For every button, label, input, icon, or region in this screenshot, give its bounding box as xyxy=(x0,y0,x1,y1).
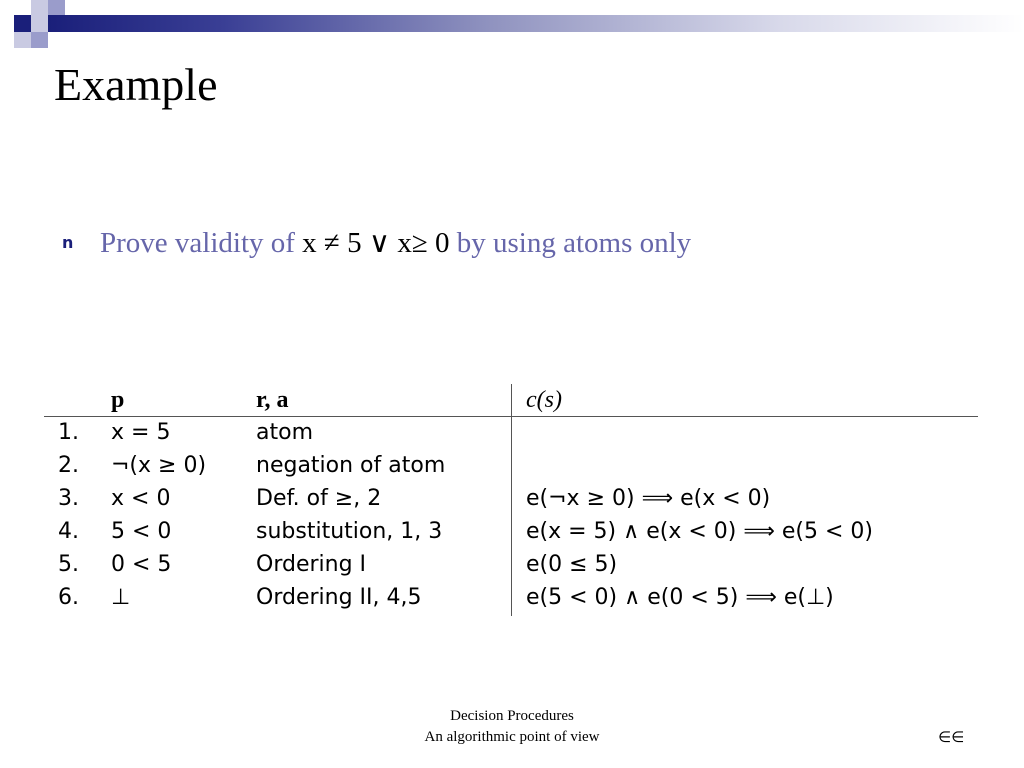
row-number: 4. xyxy=(58,519,79,544)
row-formula: 5 < 0 xyxy=(111,519,172,544)
header-square-light xyxy=(31,15,48,32)
row-number: 2. xyxy=(58,453,79,478)
footer-title: Decision Procedures xyxy=(450,708,574,724)
row-number: 5. xyxy=(58,552,79,577)
table-column-rule xyxy=(511,384,512,616)
bullet-prefix: Prove validity of xyxy=(100,226,303,259)
header-r-a: r, a xyxy=(256,387,289,413)
row-rule: Def. of ≥, 2 xyxy=(256,486,382,511)
header-square-dark xyxy=(14,15,31,32)
header-decoration xyxy=(0,0,1024,48)
proof-table xyxy=(44,380,978,620)
row-rule: atom xyxy=(256,420,313,445)
header-gradient-bar xyxy=(48,15,1024,32)
row-rule: Ordering I xyxy=(256,552,367,577)
bullet-suffix: by using atoms only xyxy=(449,226,692,259)
row-formula: 0 < 5 xyxy=(111,552,172,577)
row-conclusion: e(x = 5) ∧ e(x < 0) ⟹ e(5 < 0) xyxy=(526,519,874,544)
footer-subtitle: An algorithmic point of view xyxy=(424,729,600,745)
row-formula: ⊥ xyxy=(111,585,131,610)
bullet-marker-icon: n xyxy=(62,232,74,252)
row-formula: ¬(x ≥ 0) xyxy=(111,453,207,478)
row-conclusion: e(0 ≤ 5) xyxy=(526,552,618,577)
header-c-s: c(s) xyxy=(526,387,562,413)
row-number: 1. xyxy=(58,420,79,445)
row-number: 6. xyxy=(58,585,79,610)
row-conclusion: e(5 < 0) ∧ e(0 < 5) ⟹ e(⊥) xyxy=(526,585,834,610)
row-formula: x < 0 xyxy=(111,486,171,511)
row-rule: substitution, 1, 3 xyxy=(256,519,443,544)
bullet-formula: x ≠ 5 ∨ x≥ 0 xyxy=(302,226,450,259)
row-number: 3. xyxy=(58,486,79,511)
footer-symbol: ∈∈ xyxy=(938,728,965,746)
header-square-light xyxy=(31,0,48,15)
row-rule: Ordering II, 4,5 xyxy=(256,585,422,610)
header-square-light xyxy=(14,32,31,48)
header-square-light xyxy=(31,32,48,48)
row-conclusion: e(¬x ≥ 0) ⟹ e(x < 0) xyxy=(526,486,771,511)
bullet-item xyxy=(62,222,691,262)
row-formula: x = 5 xyxy=(111,420,171,445)
header-p: p xyxy=(111,387,125,413)
bullet-text xyxy=(100,225,691,260)
slide-title: Example xyxy=(54,59,218,110)
header-square-light xyxy=(48,0,65,15)
row-rule: negation of atom xyxy=(256,453,446,478)
